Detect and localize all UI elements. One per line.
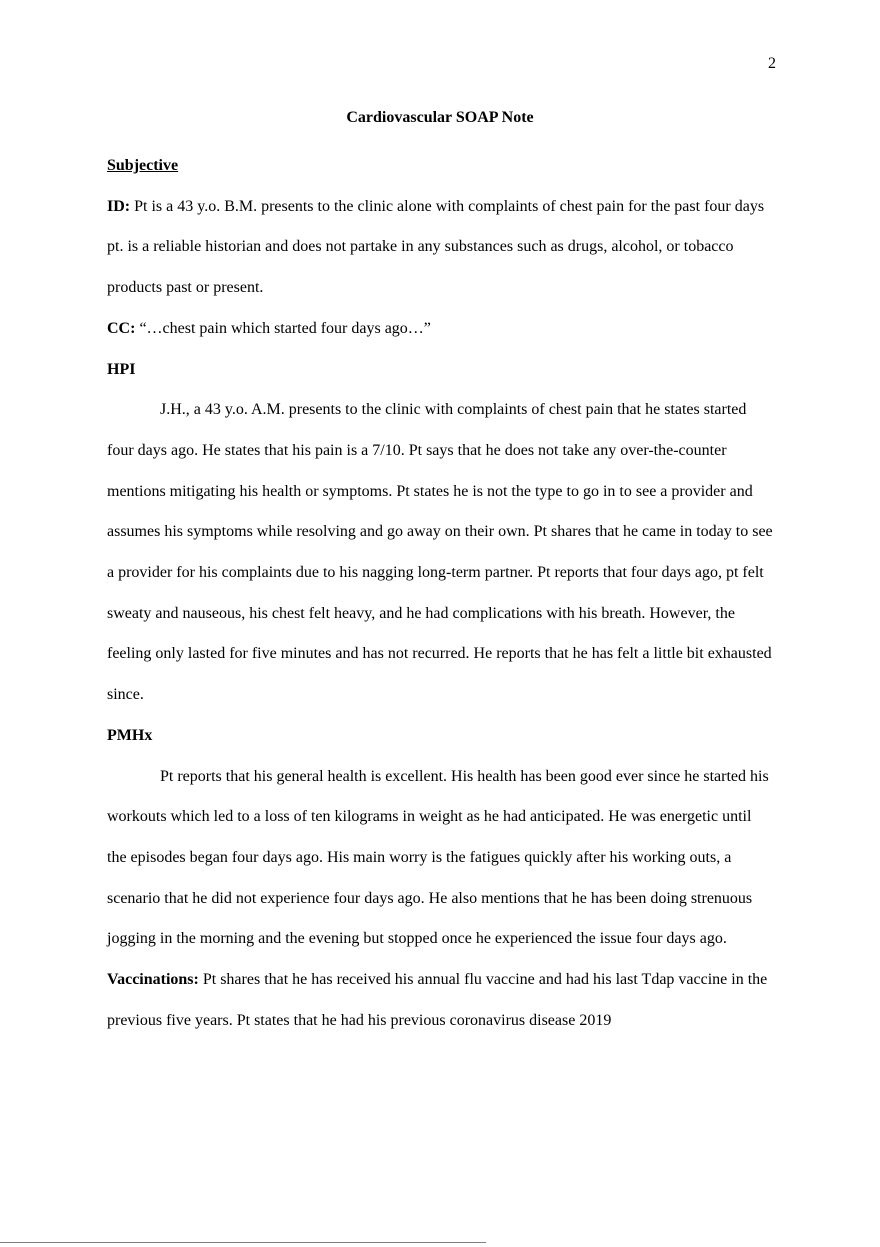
vaccinations-text: Pt shares that he has received his annual flu vaccine and had his last Tdap vaccine in the previous five years. Pt states that he had his previous coronavirus disease 2019 (107, 971, 768, 1029)
cc-text: “…chest pain which started four days ago…” (135, 319, 431, 337)
id-label: ID: (107, 197, 131, 215)
cc-paragraph (107, 309, 773, 350)
hpi-paragraph: J.H., a 43 y.o. A.M. presents to the clinic with complaints of chest pain that he states started four days ago. He states that his pain is a 7/10. Pt says that he does not take any over-the-counter mentions mitigating his health or symptoms. Pt states he is not the type to go in to see a provider and assumes his symptoms while resolving and go away on their own. Pt shares that he came in today to see a provider for his complaints due to his nagging long-term partner. Pt reports that four days ago, pt felt sweaty and nauseous, his chest felt heavy, and he had complications with his breath. However, the feeling only lasted for five minutes and has not recurred. He reports that he has felt a little bit exhausted since. (107, 401, 773, 704)
vaccinations-label: Vaccinations: (107, 971, 199, 989)
subjective-heading-text: Subjective (107, 157, 179, 174)
document-body (107, 106, 773, 1041)
cc-label: CC: (107, 319, 136, 337)
document-title: Cardiovascular SOAP Note (346, 109, 534, 126)
footnote-divider (0, 1242, 486, 1243)
vaccinations-paragraph (107, 960, 773, 1041)
pmhx-paragraph: Pt reports that his general health is excellent. His health has been good ever since he started his workouts which led to a loss of ten kilograms in weight as he had anticipated. He was energetic until the episodes began four days ago. His main worry is the fatigues quickly after his working outs, a scenario that he did not experience four days ago. He also mentions that he has been doing strenuous jogging in the morning and the evening but stopped once he experienced the issue four days ago. (107, 767, 769, 948)
subjective-heading (107, 146, 773, 187)
page-number: 2 (768, 55, 776, 72)
id-paragraph (107, 187, 773, 309)
id-text: Pt is a 43 y.o. B.M. presents to the clinic alone with complaints of chest pain for the past four days pt. is a reliable historian and does not partake in any substances such as drugs, alcohol, or tobacco products past or present. (107, 197, 765, 297)
pmhx-heading: PMHx (107, 726, 153, 744)
hpi-heading: HPI (107, 360, 136, 378)
